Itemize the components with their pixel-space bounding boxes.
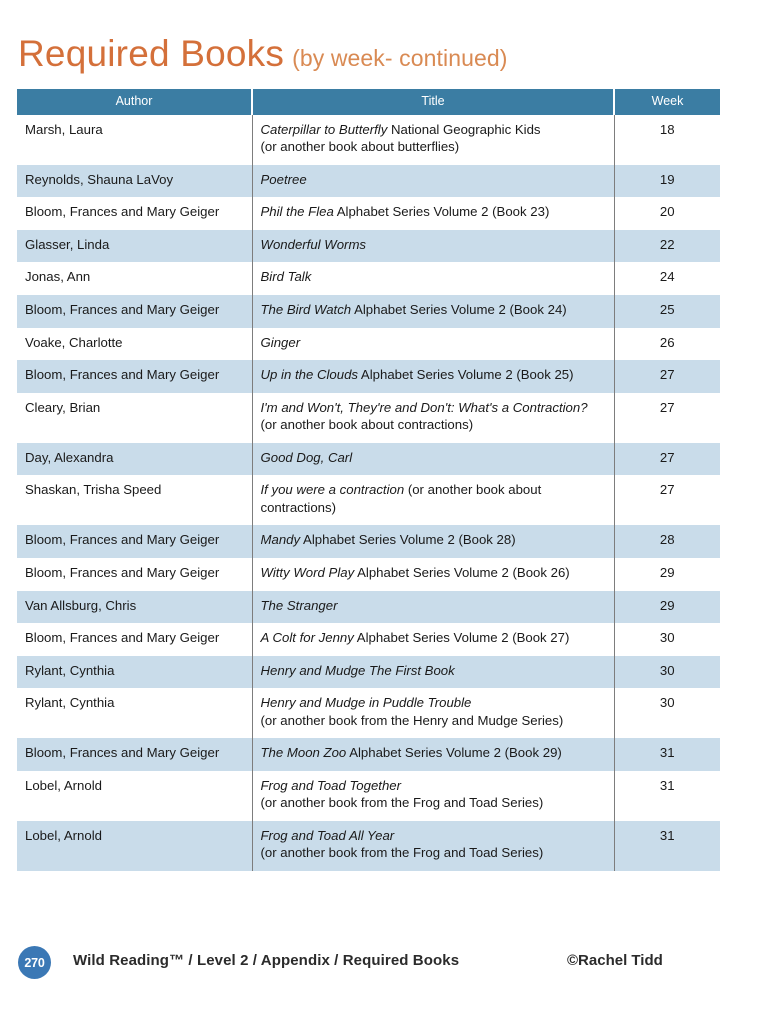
cell-title [252, 230, 614, 263]
cell-title [252, 197, 614, 230]
table-header-row [17, 89, 720, 115]
column-header-week: Week [614, 89, 720, 115]
book-title-italic: Good Dog, Carl [260, 449, 353, 465]
book-title-italic: The Bird Watch [260, 302, 352, 318]
cell-author: Lobel, Arnold [17, 821, 252, 871]
book-title-italic: Frog and Toad Together [260, 777, 402, 793]
cell-author: Bloom, Frances and Mary Geiger [17, 295, 252, 328]
cell-title [252, 688, 614, 738]
cell-week: 30 [614, 688, 720, 738]
cell-week: 27 [614, 443, 720, 476]
cell-week: 31 [614, 738, 720, 771]
cell-week: 27 [614, 475, 720, 525]
table-row [17, 165, 720, 198]
cell-week: 31 [614, 771, 720, 821]
cell-week: 29 [614, 558, 720, 591]
table-row [17, 688, 720, 738]
cell-author: Rylant, Cynthia [17, 688, 252, 738]
book-title-note: (or another book from the Frog and Toad Series) [260, 845, 544, 861]
table-row [17, 443, 720, 476]
cell-author: Bloom, Frances and Mary Geiger [17, 360, 252, 393]
cell-title [252, 262, 614, 295]
required-books-table [17, 89, 720, 871]
table-row [17, 393, 720, 443]
book-title-suffix: Alphabet Series Volume 2 (Book 25) [358, 367, 574, 383]
table-row [17, 623, 720, 656]
cell-week: 18 [614, 115, 720, 165]
book-title-italic: Frog and Toad All Year [260, 827, 395, 843]
cell-author: Bloom, Frances and Mary Geiger [17, 197, 252, 230]
table-row [17, 591, 720, 624]
book-title-suffix: Alphabet Series Volume 2 (Book 23) [333, 204, 550, 220]
cell-author: Glasser, Linda [17, 230, 252, 263]
page-title-main: Required Books [18, 33, 285, 74]
table-row [17, 295, 720, 328]
cell-title [252, 623, 614, 656]
cell-author: Bloom, Frances and Mary Geiger [17, 738, 252, 771]
cell-week: 31 [614, 821, 720, 871]
book-title-suffix: (or another book about contractions) [260, 417, 474, 433]
cell-title [252, 558, 614, 591]
cell-title [252, 475, 614, 525]
cell-author: Reynolds, Shauna LaVoy [17, 165, 252, 198]
cell-title [252, 525, 614, 558]
table-row [17, 525, 720, 558]
cell-week: 19 [614, 165, 720, 198]
cell-week: 27 [614, 393, 720, 443]
cell-week: 20 [614, 197, 720, 230]
cell-week: 28 [614, 525, 720, 558]
table-row [17, 475, 720, 525]
table-row [17, 738, 720, 771]
cell-title [252, 295, 614, 328]
book-title-italic: The Moon Zoo [260, 745, 347, 761]
book-title-suffix: Alphabet Series Volume 2 (Book 24) [351, 302, 567, 318]
table-body [17, 115, 720, 871]
book-title-note: (or another book from the Frog and Toad Series) [260, 795, 544, 811]
cell-title [252, 656, 614, 689]
cell-author: Day, Alexandra [17, 443, 252, 476]
column-header-title: Title [252, 89, 614, 115]
book-title-italic: Henry and Mudge in Puddle Trouble [260, 695, 472, 711]
cell-title [252, 328, 614, 361]
table-row [17, 115, 720, 165]
cell-author: Marsh, Laura [17, 115, 252, 165]
cell-week: 22 [614, 230, 720, 263]
cell-title [252, 821, 614, 871]
book-title-italic: Wonderful Worms [260, 236, 367, 252]
book-title-italic: Phil the Flea [260, 204, 334, 220]
book-title-italic: Mandy [260, 532, 301, 548]
cell-author: Rylant, Cynthia [17, 656, 252, 689]
cell-week: 30 [614, 623, 720, 656]
cell-title [252, 165, 614, 198]
table-row [17, 230, 720, 263]
cell-week: 30 [614, 656, 720, 689]
table-row [17, 360, 720, 393]
cell-author: Voake, Charlotte [17, 328, 252, 361]
cell-author: Bloom, Frances and Mary Geiger [17, 623, 252, 656]
cell-title [252, 115, 614, 165]
page-title [18, 33, 508, 75]
cell-title [252, 360, 614, 393]
table-row [17, 771, 720, 821]
page-number-badge: 270 [18, 946, 51, 979]
cell-author: Jonas, Ann [17, 262, 252, 295]
cell-week: 27 [614, 360, 720, 393]
book-title-suffix: Alphabet Series Volume 2 (Book 28) [300, 532, 516, 548]
book-title-italic: Up in the Clouds [260, 367, 358, 383]
book-title-note: (or another book about butterflies) [260, 139, 460, 155]
column-header-author: Author [17, 89, 252, 115]
book-title-italic: Henry and Mudge The First Book [260, 662, 455, 678]
cell-title [252, 591, 614, 624]
cell-author: Bloom, Frances and Mary Geiger [17, 525, 252, 558]
cell-author: Van Allsburg, Chris [17, 591, 252, 624]
book-title-italic: Witty Word Play [260, 564, 355, 580]
page-title-subtitle: (by week- continued) [292, 45, 508, 71]
table-row [17, 262, 720, 295]
footer-breadcrumb: Wild Reading™ / Level 2 / Appendix / Required Books [73, 952, 460, 969]
cell-title [252, 738, 614, 771]
cell-title [252, 443, 614, 476]
footer-copyright: ©Rachel Tidd [567, 952, 663, 969]
cell-title [252, 771, 614, 821]
page-footer [17, 942, 720, 982]
cell-week: 29 [614, 591, 720, 624]
book-title-italic: I'm and Won't, They're and Don't: What's a Contraction? [260, 399, 588, 415]
cell-week: 25 [614, 295, 720, 328]
cell-author: Lobel, Arnold [17, 771, 252, 821]
table-header [17, 89, 720, 115]
book-title-italic: Bird Talk [260, 269, 312, 285]
cell-author: Bloom, Frances and Mary Geiger [17, 558, 252, 591]
book-title-italic: Poetree [260, 171, 307, 187]
book-title-italic: Caterpillar to Butterfly [260, 121, 388, 137]
book-title-italic: Ginger [260, 334, 301, 350]
table-row [17, 821, 720, 871]
cell-author: Cleary, Brian [17, 393, 252, 443]
table-row [17, 558, 720, 591]
table-row [17, 197, 720, 230]
table-row [17, 328, 720, 361]
book-title-italic: A Colt for Jenny [260, 630, 354, 646]
book-title-suffix: (or another book about contractions) [260, 482, 542, 515]
book-title-italic: If you were a contraction [260, 482, 405, 498]
cell-author: Shaskan, Trisha Speed [17, 475, 252, 525]
cell-title [252, 393, 614, 443]
cell-week: 26 [614, 328, 720, 361]
book-title-suffix: Alphabet Series Volume 2 (Book 29) [346, 745, 562, 761]
book-title-suffix: Alphabet Series Volume 2 (Book 26) [354, 564, 570, 580]
book-title-suffix: Alphabet Series Volume 2 (Book 27) [353, 630, 570, 646]
table-row [17, 656, 720, 689]
book-title-suffix: National Geographic Kids [387, 121, 541, 137]
book-title-italic: The Stranger [260, 597, 338, 613]
book-title-note: (or another book from the Henry and Mudge Series) [260, 712, 564, 728]
cell-week: 24 [614, 262, 720, 295]
